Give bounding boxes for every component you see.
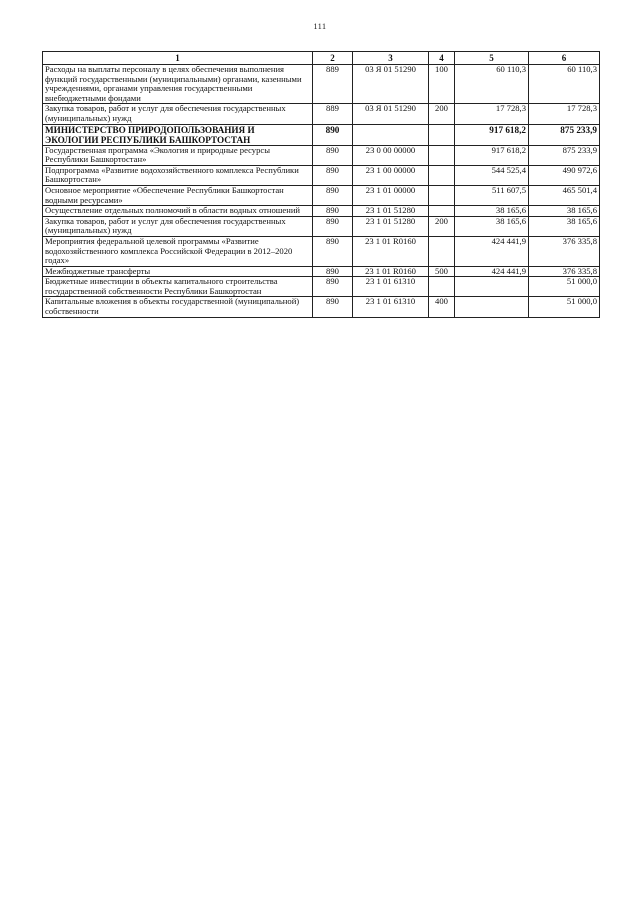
row-name-cell: Бюджетные инвестиции в объекты капитального строительства государственной собственности Республики Башкортостан — [43, 277, 313, 297]
page-number: 111 — [313, 22, 327, 31]
row-type-cell — [429, 236, 455, 266]
row-value-6-cell: 490 972,6 — [529, 165, 600, 185]
table-row — [43, 216, 600, 236]
row-type-cell: 400 — [429, 297, 455, 317]
table-row — [43, 65, 600, 104]
row-value-5-cell: 917 618,2 — [455, 124, 529, 145]
row-name-cell: Основное мероприятие «Обеспечение Республики Башкортостан водными ресурсами» — [43, 185, 313, 205]
row-name-cell: Капитальные вложения в объекты государственной (муниципальной) собственности — [43, 297, 313, 317]
row-name-cell: Закупка товаров, работ и услуг для обеспечения государственных (муниципальных) нужд — [43, 104, 313, 124]
row-type-cell: 100 — [429, 65, 455, 104]
row-type-cell — [429, 145, 455, 165]
row-value-5-cell: 544 525,4 — [455, 165, 529, 185]
table-row — [43, 145, 600, 165]
column-header-6: 6 — [529, 52, 600, 65]
row-type-cell — [429, 277, 455, 297]
row-target-cell: 23 1 01 00000 — [353, 185, 429, 205]
row-name-cell: МИНИСТЕРСТВО ПРИРОДОПОЛЬЗОВАНИЯ И ЭКОЛОГИИ РЕСПУБЛИКИ БАШКОРТОСТАН — [43, 124, 313, 145]
table-row — [43, 104, 600, 124]
row-code-cell: 890 — [313, 206, 353, 217]
table-row — [43, 277, 600, 297]
table-row — [43, 185, 600, 205]
row-target-cell: 23 1 01 61310 — [353, 297, 429, 317]
table-row — [43, 236, 600, 266]
row-value-5-cell: 38 165,6 — [455, 216, 529, 236]
row-target-cell: 03 Я 01 51290 — [353, 104, 429, 124]
row-value-6-cell: 60 110,3 — [529, 65, 600, 104]
row-value-6-cell: 38 165,6 — [529, 206, 600, 217]
row-value-5-cell — [455, 277, 529, 297]
row-code-cell: 890 — [313, 277, 353, 297]
row-target-cell — [353, 124, 429, 145]
row-type-cell: 200 — [429, 104, 455, 124]
row-type-cell: 500 — [429, 266, 455, 277]
table-row — [43, 206, 600, 217]
row-code-cell: 890 — [313, 236, 353, 266]
row-value-6-cell: 875 233,9 — [529, 124, 600, 145]
row-value-6-cell: 17 728,3 — [529, 104, 600, 124]
row-value-6-cell: 376 335,8 — [529, 236, 600, 266]
row-value-6-cell: 51 000,0 — [529, 277, 600, 297]
row-value-6-cell: 38 165,6 — [529, 216, 600, 236]
row-value-6-cell: 376 335,8 — [529, 266, 600, 277]
row-name-cell: Государственная программа «Экология и природные ресурсы Республики Башкортостан» — [43, 145, 313, 165]
row-type-cell — [429, 124, 455, 145]
column-header-2: 2 — [313, 52, 353, 65]
row-code-cell: 890 — [313, 297, 353, 317]
row-target-cell: 23 1 01 51280 — [353, 206, 429, 217]
row-target-cell: 23 1 01 51280 — [353, 216, 429, 236]
row-value-5-cell: 38 165,6 — [455, 206, 529, 217]
header-row — [43, 52, 600, 65]
row-code-cell: 890 — [313, 124, 353, 145]
table-row — [43, 165, 600, 185]
column-header-5: 5 — [455, 52, 529, 65]
budget-table — [42, 51, 600, 318]
row-value-6-cell: 875 233,9 — [529, 145, 600, 165]
row-type-cell: 200 — [429, 216, 455, 236]
table-row — [43, 124, 600, 145]
row-name-cell: Закупка товаров, работ и услуг для обеспечения государственных (муниципальных) нужд — [43, 216, 313, 236]
row-type-cell — [429, 165, 455, 185]
row-code-cell: 890 — [313, 165, 353, 185]
row-value-5-cell — [455, 297, 529, 317]
row-name-cell: Подпрограмма «Развитие водохозяйственного комплекса Республики Башкортостан» — [43, 165, 313, 185]
row-target-cell: 23 1 01 61310 — [353, 277, 429, 297]
row-type-cell — [429, 185, 455, 205]
column-header-4: 4 — [429, 52, 455, 65]
row-name-cell: Межбюджетные трансферты — [43, 266, 313, 277]
row-value-5-cell: 17 728,3 — [455, 104, 529, 124]
row-type-cell — [429, 206, 455, 217]
row-value-6-cell: 51 000,0 — [529, 297, 600, 317]
row-value-6-cell: 465 501,4 — [529, 185, 600, 205]
row-value-5-cell: 511 607,5 — [455, 185, 529, 205]
row-code-cell: 890 — [313, 185, 353, 205]
row-target-cell: 23 1 00 00000 — [353, 165, 429, 185]
row-name-cell: Расходы на выплаты персоналу в целях обеспечения выполнения функций государственными (муниципальными) органами, казенными учреждениями, органами управления государственными внебюджетными фондами — [43, 65, 313, 104]
row-name-cell: Мероприятия федеральной целевой программы «Развитие водохозяйственного комплекса Российской Федерации в 2012–2020 годах» — [43, 236, 313, 266]
table-row — [43, 297, 600, 317]
row-value-5-cell: 60 110,3 — [455, 65, 529, 104]
row-code-cell: 889 — [313, 65, 353, 104]
row-target-cell: 23 1 01 R0160 — [353, 236, 429, 266]
row-code-cell: 890 — [313, 145, 353, 165]
row-code-cell: 890 — [313, 266, 353, 277]
row-target-cell: 23 1 01 R0160 — [353, 266, 429, 277]
row-value-5-cell: 424 441,9 — [455, 266, 529, 277]
row-value-5-cell: 917 618,2 — [455, 145, 529, 165]
row-target-cell: 23 0 00 00000 — [353, 145, 429, 165]
row-value-5-cell: 424 441,9 — [455, 236, 529, 266]
table-row — [43, 266, 600, 277]
row-code-cell: 889 — [313, 104, 353, 124]
column-header-1: 1 — [43, 52, 313, 65]
column-header-3: 3 — [353, 52, 429, 65]
row-name-cell: Осуществление отдельных полномочий в области водных отношений — [43, 206, 313, 217]
row-code-cell: 890 — [313, 216, 353, 236]
row-target-cell: 03 Я 01 51290 — [353, 65, 429, 104]
